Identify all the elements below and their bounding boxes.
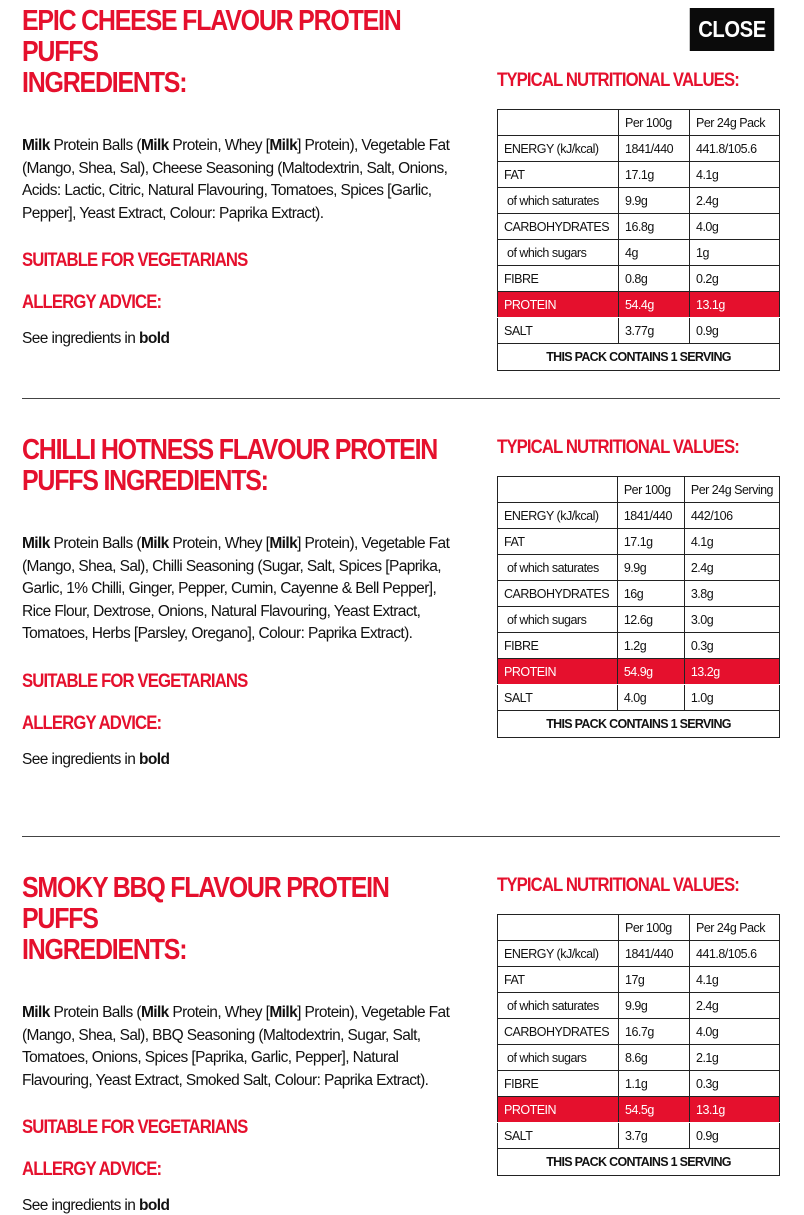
nutrient-value: 16.7g bbox=[619, 1019, 690, 1045]
nutrient-value: 4.0g bbox=[690, 1019, 780, 1045]
table-footer-row bbox=[498, 1149, 780, 1176]
nutrient-value: 1841/440 bbox=[619, 941, 690, 967]
nutrient-value: 54.4g bbox=[619, 292, 690, 318]
nutrient-label: of which saturates bbox=[498, 993, 619, 1019]
nutrient-value: 0.3g bbox=[690, 1071, 780, 1097]
product-section-chilli-hotness bbox=[0, 399, 804, 836]
table-row bbox=[498, 1123, 780, 1149]
table-row bbox=[498, 941, 780, 967]
ingredients-text bbox=[22, 1002, 452, 1092]
ingredients-column bbox=[22, 435, 452, 769]
allergen-bold: Milk bbox=[140, 137, 169, 154]
nutrient-value: 3.77g bbox=[619, 318, 690, 344]
nutrient-label: FAT bbox=[498, 529, 618, 555]
nutrient-label: SALT bbox=[498, 685, 618, 711]
table-footer-row bbox=[498, 344, 780, 371]
allergy-text-plain: See ingredients in bbox=[22, 330, 139, 347]
allergen-bold: Milk bbox=[22, 535, 50, 552]
title-line-2: PUFFS INGREDIENTS: bbox=[22, 465, 268, 497]
ingredient-text-run: Protein, Whey [ bbox=[168, 1004, 270, 1021]
table-row bbox=[498, 529, 780, 555]
nutrient-label: SALT bbox=[498, 318, 619, 344]
allergy-heading: ALLERGY ADVICE: bbox=[22, 1159, 162, 1180]
table-row bbox=[498, 1097, 780, 1123]
table-row bbox=[498, 136, 780, 162]
nutrient-value: 0.2g bbox=[690, 266, 780, 292]
column-header bbox=[498, 110, 619, 136]
table-row bbox=[498, 240, 780, 266]
table-row bbox=[498, 503, 780, 529]
table-row bbox=[498, 555, 780, 581]
allergy-text-plain: See ingredients in bbox=[22, 750, 139, 768]
nutrient-value: 17.1g bbox=[619, 162, 690, 188]
nutrient-label: FAT bbox=[498, 162, 619, 188]
nutrient-value: 0.9g bbox=[690, 1123, 780, 1149]
allergy-text-plain: See ingredients in bbox=[22, 1197, 139, 1214]
table-row bbox=[498, 633, 780, 659]
nutrient-label: ENERGY (kJ/kcal) bbox=[498, 503, 618, 529]
table-row bbox=[498, 607, 780, 633]
column-header bbox=[498, 915, 619, 941]
nutrient-value: 4.0g bbox=[617, 685, 684, 711]
nutrient-label: CARBOHYDRATES bbox=[498, 581, 618, 607]
nutrient-value: 9.9g bbox=[617, 555, 684, 581]
column-header: Per 100g bbox=[617, 477, 684, 503]
title-line-2: INGREDIENTS: bbox=[22, 67, 187, 99]
nutrient-value: 2.4g bbox=[690, 188, 780, 214]
nutrient-label: ENERGY (kJ/kcal) bbox=[498, 136, 619, 162]
nutrient-value: 0.9g bbox=[690, 318, 780, 344]
nutrition-table bbox=[497, 914, 780, 1176]
nutrient-value: 4.1g bbox=[690, 162, 780, 188]
serving-note: THIS PACK CONTAINS 1 SERVING bbox=[498, 711, 780, 738]
table-header-row bbox=[498, 110, 780, 136]
nutrition-table bbox=[497, 109, 780, 371]
nutrient-value: 1841/440 bbox=[619, 136, 690, 162]
nutrient-value: 4.1g bbox=[690, 967, 780, 993]
ingredient-text-run: Protein Balls ( bbox=[49, 1004, 141, 1021]
allergy-text-bold: bold bbox=[139, 330, 170, 347]
product-title bbox=[22, 6, 452, 99]
allergy-text bbox=[22, 751, 452, 769]
nutrient-value: 9.9g bbox=[619, 188, 690, 214]
nutrient-value: 9.9g bbox=[619, 993, 690, 1019]
nutrient-value: 17g bbox=[619, 967, 690, 993]
table-row bbox=[498, 659, 780, 685]
column-header: Per 24g Serving bbox=[684, 477, 779, 503]
nutrient-value: 2.1g bbox=[690, 1045, 780, 1071]
nutrient-value: 442/106 bbox=[684, 503, 779, 529]
table-row bbox=[498, 1071, 780, 1097]
vegetarian-label: SUITABLE FOR VEGETARIANS bbox=[22, 1117, 248, 1138]
table-row bbox=[498, 292, 780, 318]
ingredient-text-run: Protein Balls ( bbox=[49, 535, 141, 552]
ingredients-text bbox=[22, 533, 452, 646]
table-header-row bbox=[498, 477, 780, 503]
nutrient-label: PROTEIN bbox=[498, 1097, 619, 1123]
ingredient-text-run: ] Protein), Vegetable Fat (Mango, Shea, Sal), Cheese Seasoning (Maltodextrin, Salt, Onions, Acids: Lactic, Citric, Natural Flavouring, Tomatoes, Spices [Garlic, Pepper], Yeast Extract, Colour: Paprika Extract). bbox=[22, 137, 450, 222]
nutrient-label: of which sugars bbox=[498, 607, 618, 633]
allergy-heading: ALLERGY ADVICE: bbox=[22, 292, 162, 313]
table-row bbox=[498, 162, 780, 188]
nutrition-title: TYPICAL NUTRITIONAL VALUES: bbox=[497, 437, 739, 458]
nutrient-value: 2.4g bbox=[684, 555, 779, 581]
table-row bbox=[498, 581, 780, 607]
nutrition-title: TYPICAL NUTRITIONAL VALUES: bbox=[497, 70, 739, 91]
product-section-smoky-bbq bbox=[0, 837, 804, 1214]
serving-note: THIS PACK CONTAINS 1 SERVING bbox=[498, 1149, 780, 1176]
nutrient-label: ENERGY (kJ/kcal) bbox=[498, 941, 619, 967]
column-header: Per 24g Pack bbox=[690, 915, 780, 941]
table-header-row bbox=[498, 915, 780, 941]
nutrient-value: 13.2g bbox=[684, 659, 779, 685]
ingredient-text-run: Protein Balls ( bbox=[49, 137, 141, 154]
nutrient-value: 4.1g bbox=[684, 529, 779, 555]
nutrient-label: of which saturates bbox=[498, 555, 618, 581]
title-line-1: SMOKY BBQ FLAVOUR PROTEIN PUFFS bbox=[22, 872, 389, 935]
column-header bbox=[498, 477, 618, 503]
column-header: Per 100g bbox=[619, 915, 690, 941]
vegetarian-label: SUITABLE FOR VEGETARIANS bbox=[22, 670, 248, 692]
table-row bbox=[498, 993, 780, 1019]
nutrient-value: 8.6g bbox=[619, 1045, 690, 1071]
nutrient-label: FIBRE bbox=[498, 266, 619, 292]
ingredients-column bbox=[22, 873, 452, 1215]
nutrient-value: 4.0g bbox=[690, 214, 780, 240]
allergen-bold: Milk bbox=[269, 1004, 298, 1021]
allergen-bold: Milk bbox=[22, 1004, 50, 1021]
allergen-bold: Milk bbox=[269, 137, 298, 154]
nutrient-label: PROTEIN bbox=[498, 292, 619, 318]
product-title bbox=[22, 435, 452, 497]
allergy-text bbox=[22, 330, 452, 348]
ingredients-column bbox=[22, 6, 452, 348]
nutrient-value: 1g bbox=[690, 240, 780, 266]
table-row bbox=[498, 1045, 780, 1071]
nutrient-value: 4g bbox=[619, 240, 690, 266]
allergen-bold: Milk bbox=[269, 535, 298, 552]
nutrient-value: 16.8g bbox=[619, 214, 690, 240]
nutrient-label: FIBRE bbox=[498, 633, 618, 659]
nutrient-value: 13.1g bbox=[690, 1097, 780, 1123]
nutrient-value: 1.1g bbox=[619, 1071, 690, 1097]
nutrient-label: of which sugars bbox=[498, 240, 619, 266]
nutrient-value: 16g bbox=[617, 581, 684, 607]
nutrient-value: 54.5g bbox=[619, 1097, 690, 1123]
ingredients-text bbox=[22, 135, 452, 225]
nutrient-label: of which sugars bbox=[498, 1045, 619, 1071]
table-row bbox=[498, 214, 780, 240]
product-title bbox=[22, 873, 452, 966]
allergen-bold: Milk bbox=[22, 137, 50, 154]
nutrient-value: 441.8/105.6 bbox=[690, 941, 780, 967]
vegetarian-label: SUITABLE FOR VEGETARIANS bbox=[22, 250, 248, 271]
allergy-text-bold: bold bbox=[139, 1197, 170, 1214]
ingredient-text-run: ] Protein), Vegetable Fat (Mango, Shea, Sal), BBQ Seasoning (Maltodextrin, Sugar, Salt, Tomatoes, Onions, Spices [Paprika, Garlic, Pepper], Natural Flavouring, Yeast Extract, Smoked Salt, Colour: Paprika Extract). bbox=[22, 1004, 450, 1089]
allergen-bold: Milk bbox=[140, 1004, 169, 1021]
nutrient-value: 12.6g bbox=[617, 607, 684, 633]
column-header: Per 24g Pack bbox=[690, 110, 780, 136]
nutrient-label: PROTEIN bbox=[498, 659, 618, 685]
close-button[interactable]: CLOSE bbox=[690, 8, 774, 51]
allergy-text bbox=[22, 1197, 452, 1215]
table-footer-row bbox=[498, 711, 780, 738]
nutrient-value: 1841/440 bbox=[617, 503, 684, 529]
nutrient-value: 441.8/105.6 bbox=[690, 136, 780, 162]
nutrient-label: FIBRE bbox=[498, 1071, 619, 1097]
nutrient-value: 13.1g bbox=[690, 292, 780, 318]
title-line-1: CHILLI HOTNESS FLAVOUR PROTEIN bbox=[22, 434, 438, 466]
nutrient-label: CARBOHYDRATES bbox=[498, 1019, 619, 1045]
table-row bbox=[498, 1019, 780, 1045]
nutrient-value: 0.8g bbox=[619, 266, 690, 292]
nutrition-panel bbox=[497, 437, 780, 738]
ingredient-text-run: Protein, Whey [ bbox=[168, 535, 270, 552]
nutrient-label: SALT bbox=[498, 1123, 619, 1149]
nutrient-value: 0.3g bbox=[684, 633, 779, 659]
serving-note: THIS PACK CONTAINS 1 SERVING bbox=[498, 344, 780, 371]
ingredient-text-run: ] Protein), Vegetable Fat (Mango, Shea, Sal), Chilli Seasoning (Sugar, Salt, Spices [Paprika, Garlic, 1% Chilli, Ginger, Pepper, Cumin, Cayenne & Bell Pepper], Rice Flour, Dextrose, Onions, Natural Flavouring, Yeast Extract, Tomatoes, Herbs [Parsley, Oregano], Colour: Paprika Extract). bbox=[22, 535, 450, 642]
table-row bbox=[498, 685, 780, 711]
nutrient-value: 1.0g bbox=[684, 685, 779, 711]
allergy-heading: ALLERGY ADVICE: bbox=[22, 712, 162, 734]
table-row bbox=[498, 318, 780, 344]
nutrient-label: of which saturates bbox=[498, 188, 619, 214]
nutrition-panel bbox=[497, 875, 780, 1176]
allergy-text-bold: bold bbox=[139, 750, 170, 768]
nutrient-value: 2.4g bbox=[690, 993, 780, 1019]
table-row bbox=[498, 188, 780, 214]
nutrition-panel bbox=[497, 70, 780, 371]
ingredient-text-run: Protein, Whey [ bbox=[168, 137, 270, 154]
nutrient-label: FAT bbox=[498, 967, 619, 993]
nutrient-label: CARBOHYDRATES bbox=[498, 214, 619, 240]
column-header: Per 100g bbox=[619, 110, 690, 136]
nutrient-value: 54.9g bbox=[617, 659, 684, 685]
nutrient-value: 1.2g bbox=[617, 633, 684, 659]
product-section-epic-cheese bbox=[0, 0, 804, 398]
table-row bbox=[498, 266, 780, 292]
nutrient-value: 3.0g bbox=[684, 607, 779, 633]
nutrition-title: TYPICAL NUTRITIONAL VALUES: bbox=[497, 875, 739, 896]
title-line-2: INGREDIENTS: bbox=[22, 934, 187, 966]
nutrient-value: 3.8g bbox=[684, 581, 779, 607]
nutrient-value: 3.7g bbox=[619, 1123, 690, 1149]
table-row bbox=[498, 967, 780, 993]
allergen-bold: Milk bbox=[140, 535, 169, 552]
nutrition-table bbox=[497, 476, 780, 738]
nutrient-value: 17.1g bbox=[617, 529, 684, 555]
title-line-1: EPIC CHEESE FLAVOUR PROTEIN PUFFS bbox=[22, 5, 401, 68]
